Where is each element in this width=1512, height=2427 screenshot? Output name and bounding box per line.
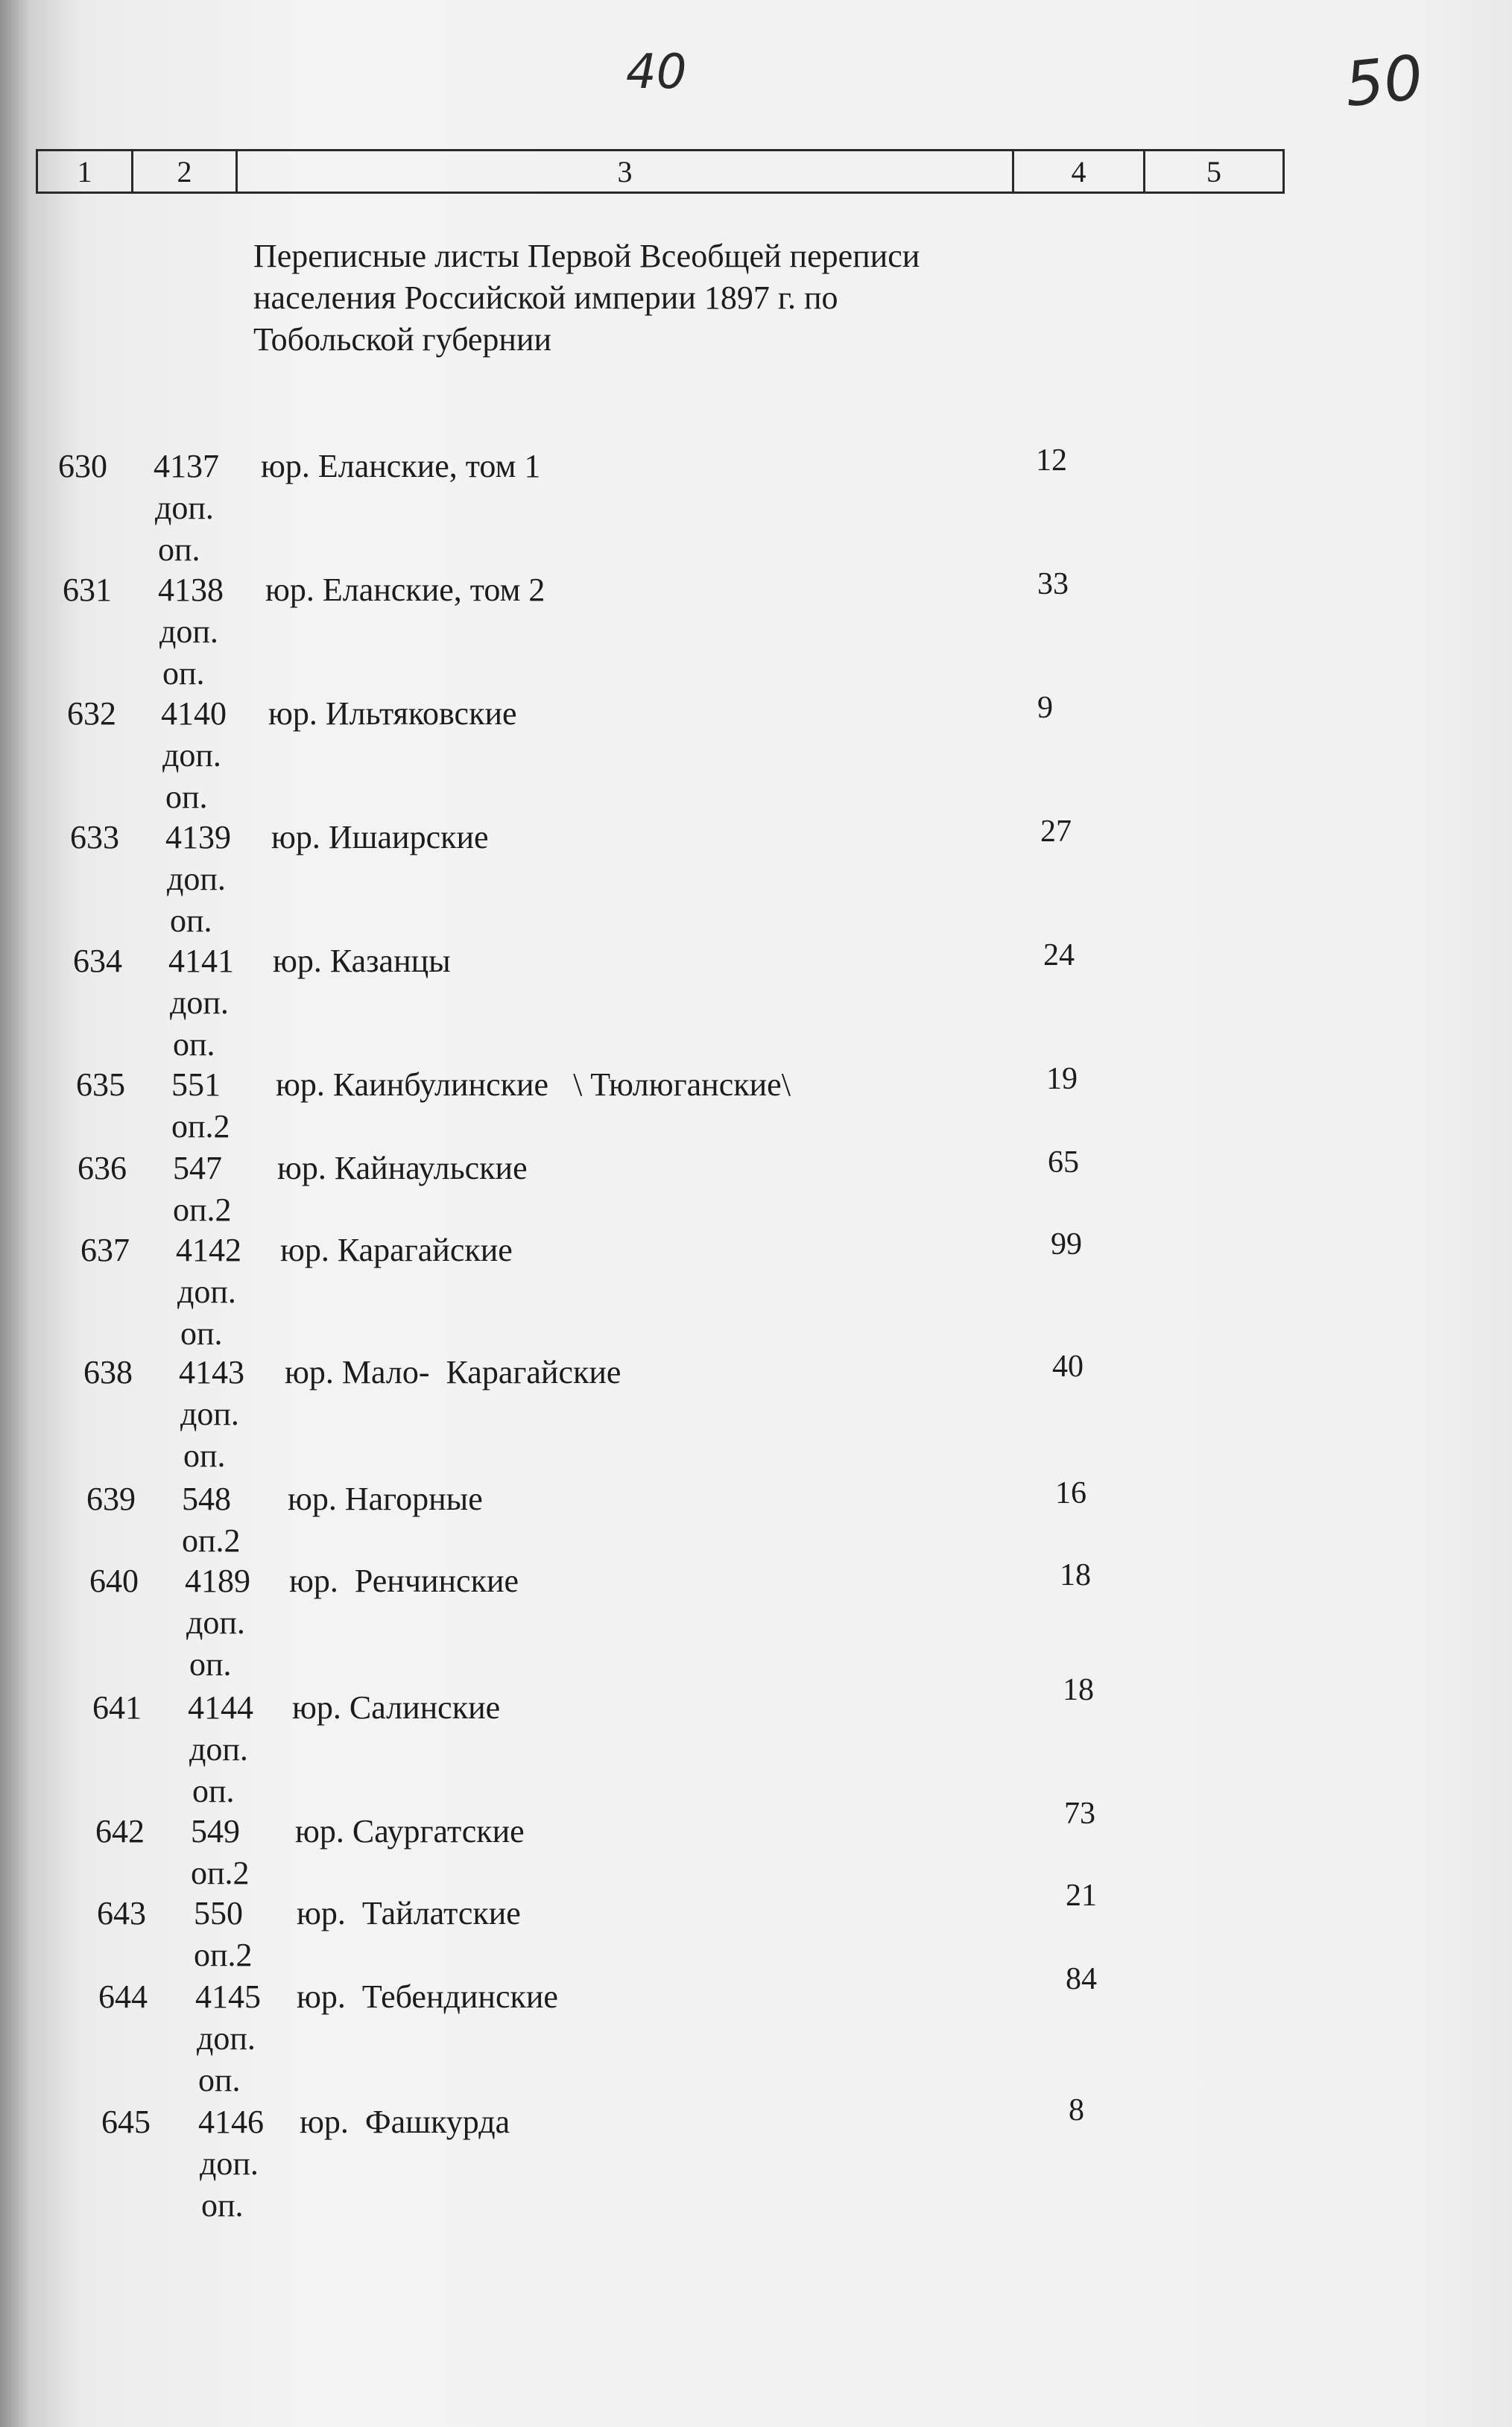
row-code-line: 4141 xyxy=(168,943,234,979)
row-count: 8 xyxy=(1069,2093,1084,2127)
row-code xyxy=(161,693,265,818)
row-number: 633 xyxy=(70,819,119,855)
row-count: 99 xyxy=(1051,1227,1082,1262)
row-title: юр. Ильтяковские xyxy=(268,695,517,732)
section-title-line: Переписные листы Первой Всеобщей переписи xyxy=(253,238,920,274)
row-code-line: доп. xyxy=(177,1273,236,1310)
row-count: 33 xyxy=(1037,567,1069,601)
row-code-line: доп. xyxy=(162,737,221,773)
row-number: 632 xyxy=(67,695,116,732)
row-title: юр. Мало- Карагайские xyxy=(285,1354,621,1390)
row-code-line: оп. xyxy=(192,1773,235,1809)
row-number: 630 xyxy=(58,448,107,484)
row-count: 84 xyxy=(1066,1962,1097,1996)
row-code-line: 4189 xyxy=(185,1563,250,1599)
row-number: 631 xyxy=(63,572,112,608)
row-count: 18 xyxy=(1060,1558,1091,1592)
row-code-line: доп. xyxy=(186,1604,245,1641)
column-header-2: 2 xyxy=(133,151,238,192)
row-code-line: 551 xyxy=(171,1066,221,1103)
row-code-line: 4139 xyxy=(165,819,231,855)
row-code-line: оп. xyxy=(170,902,212,939)
row-count: 12 xyxy=(1036,443,1067,478)
row-count: 65 xyxy=(1048,1145,1079,1180)
row-code-line: оп.2 xyxy=(191,1855,250,1891)
row-code-line: оп. xyxy=(180,1315,223,1352)
section-title-line: Тобольской губернии xyxy=(253,321,552,358)
row-count: 9 xyxy=(1037,691,1053,725)
row-number: 643 xyxy=(97,1895,146,1931)
row-code xyxy=(173,1148,277,1231)
row-title: юр. Нагорные xyxy=(288,1481,483,1517)
row-title: юр. Ренчинские xyxy=(289,1563,519,1599)
row-count: 24 xyxy=(1043,938,1075,972)
row-code-line: доп. xyxy=(189,1731,248,1768)
row-code xyxy=(171,1064,276,1148)
row-code-line: оп.2 xyxy=(173,1192,232,1228)
row-count: 18 xyxy=(1063,1673,1094,1707)
row-code-line: 4138 xyxy=(158,572,224,608)
row-title: юр. Казанцы xyxy=(273,943,451,979)
row-number: 636 xyxy=(78,1150,127,1186)
row-code-line: оп. xyxy=(198,2062,241,2098)
row-number: 634 xyxy=(73,943,122,979)
row-code xyxy=(195,1976,300,2101)
row-code-line: оп. xyxy=(165,779,208,815)
row-number: 640 xyxy=(89,1563,139,1599)
row-code xyxy=(188,1687,292,1812)
row-title: юр. Кайнаульские xyxy=(277,1150,528,1186)
row-code-line: оп. xyxy=(162,655,205,692)
row-code xyxy=(198,2101,303,2227)
column-header-1: 1 xyxy=(38,151,133,192)
row-number: 642 xyxy=(95,1813,145,1849)
row-number: 645 xyxy=(101,2104,151,2140)
row-code-line: 4145 xyxy=(195,1978,261,2015)
row-number: 637 xyxy=(80,1232,130,1268)
column-header-table xyxy=(36,149,1285,194)
row-code xyxy=(191,1811,295,1894)
row-title: юр. Карагайские xyxy=(280,1232,513,1268)
row-code-line: 550 xyxy=(194,1895,243,1931)
handwritten-page-number: 40 xyxy=(626,45,687,100)
row-code-line: 4144 xyxy=(188,1689,253,1726)
row-number: 644 xyxy=(98,1978,148,2015)
row-code-line: 4137 xyxy=(154,448,219,484)
row-title: юр. Тайлатские xyxy=(297,1895,521,1931)
row-count: 27 xyxy=(1040,814,1072,849)
row-code xyxy=(168,940,273,1066)
row-title: юр. Фашкурда xyxy=(300,2104,510,2140)
row-title: юр. Ишаирские xyxy=(271,819,489,855)
row-code xyxy=(194,1893,298,1976)
row-title: юр. Тебендинские xyxy=(297,1978,558,2015)
row-number: 635 xyxy=(76,1066,125,1103)
row-code-line: 4140 xyxy=(161,695,227,732)
column-header-4: 4 xyxy=(1014,151,1145,192)
column-header-3: 3 xyxy=(238,151,1014,192)
row-title: юр. Еланские, том 1 xyxy=(261,448,541,484)
row-code-line: доп. xyxy=(200,2145,259,2182)
section-title-line: населения Российской империи 1897 г. по xyxy=(253,279,838,316)
row-count: 40 xyxy=(1052,1349,1084,1384)
row-code-line: 547 xyxy=(173,1150,222,1186)
section-title xyxy=(253,235,999,361)
row-code-line: оп.2 xyxy=(171,1108,230,1145)
row-title: юр. Салинские xyxy=(292,1689,501,1726)
row-title: юр. Саургатские xyxy=(295,1813,525,1849)
row-code xyxy=(185,1560,289,1686)
row-code-line: оп. xyxy=(189,1646,232,1683)
row-code xyxy=(182,1478,286,1562)
row-code-line: оп.2 xyxy=(182,1522,241,1559)
row-count: 73 xyxy=(1064,1797,1095,1831)
column-header-5: 5 xyxy=(1206,154,1221,189)
row-code-line: 548 xyxy=(182,1481,231,1517)
row-code xyxy=(154,446,258,571)
row-number: 639 xyxy=(86,1481,136,1517)
row-code xyxy=(179,1352,283,1477)
row-code-line: 4143 xyxy=(179,1354,244,1390)
row-code-line: доп. xyxy=(180,1396,239,1432)
row-code-line: оп. xyxy=(158,531,200,568)
row-code-line: 4146 xyxy=(198,2104,264,2140)
row-number: 641 xyxy=(92,1689,142,1726)
row-count: 16 xyxy=(1055,1476,1086,1510)
row-number: 638 xyxy=(83,1354,133,1390)
row-code xyxy=(176,1230,280,1355)
row-code-line: доп. xyxy=(170,984,229,1021)
row-count: 19 xyxy=(1046,1062,1078,1096)
row-code-line: доп. xyxy=(167,861,226,897)
row-code-line: оп. xyxy=(201,2187,244,2224)
row-code xyxy=(158,569,262,694)
row-code-line: 549 xyxy=(191,1813,240,1849)
row-code-line: оп. xyxy=(183,1437,226,1474)
row-title: юр. Каинбулинские \ Тюлюганские\ xyxy=(276,1066,791,1103)
row-count: 21 xyxy=(1066,1879,1097,1913)
row-title: юр. Еланские, том 2 xyxy=(265,572,545,608)
row-code xyxy=(165,817,270,942)
handwritten-archive-number: 50 xyxy=(1341,42,1427,121)
row-code-line: оп. xyxy=(173,1026,215,1063)
row-code-line: доп. xyxy=(159,613,218,650)
row-code-line: оп.2 xyxy=(194,1937,253,1973)
row-code-line: доп. xyxy=(155,490,214,526)
row-code-line: доп. xyxy=(197,2020,256,2057)
row-code-line: 4142 xyxy=(176,1232,241,1268)
